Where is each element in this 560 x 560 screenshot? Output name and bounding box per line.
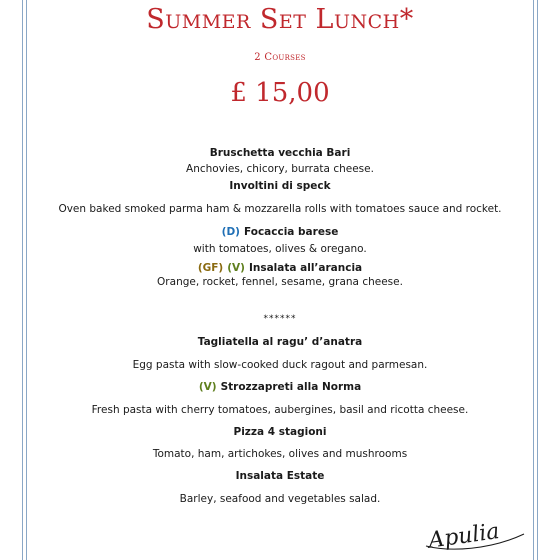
- starter-4-name: Insalata all’arancia: [248, 262, 363, 274]
- starter-1-desc: Anchovies, chicory, burrata cheese.: [186, 163, 374, 175]
- main-3-desc: Tomato, ham, artichokes, olives and mushrooms: [152, 448, 408, 460]
- starter-4-desc: Orange, rocket, fennel, sesame, grana cheese.: [157, 276, 403, 288]
- main-4-name: Insalata Estate: [235, 470, 325, 482]
- course-separator: ******: [263, 314, 297, 324]
- main-1-name: Tagliatella al ragu’ d’anatra: [197, 336, 363, 348]
- gluten-free-tag: (GF): [197, 262, 224, 274]
- vegetarian-tag: (V): [198, 381, 217, 393]
- starter-1-name: Bruschetta vecchia Bari: [209, 147, 351, 159]
- main-2-desc: Fresh pasta with cherry tomatoes, aubergines, basil and ricotta cheese.: [91, 404, 469, 416]
- starter-2-desc: Oven baked smoked parma ham & mozzarella rolls with tomatoes sauce and rocket.: [58, 203, 502, 215]
- vegetarian-tag: (V): [227, 262, 245, 274]
- starter-4-heading: [0, 262, 560, 274]
- dairy-tag: (D): [221, 226, 240, 238]
- menu-price: £ 15,00: [230, 78, 330, 108]
- apulia-logo: [420, 512, 530, 556]
- starter-3-desc: with tomatoes, olives & oregano.: [193, 243, 367, 255]
- main-4-desc: Barley, seafood and vegetables salad.: [179, 493, 381, 505]
- main-2-name: Strozzapreti alla Norma: [220, 381, 362, 393]
- starter-2-name: Involtini di speck: [229, 180, 331, 192]
- main-2-heading: [0, 381, 560, 393]
- starter-3-heading: [0, 226, 560, 238]
- starter-3-name: Focaccia barese: [243, 226, 339, 238]
- menu-title: Summer Set Lunch*: [146, 4, 414, 35]
- main-3-name: Pizza 4 stagioni: [233, 426, 327, 438]
- main-1-desc: Egg pasta with slow-cooked duck ragout and parmesan.: [132, 359, 428, 371]
- menu-courses: 2 Courses: [254, 52, 306, 63]
- logo-text: Apulia: [426, 519, 501, 554]
